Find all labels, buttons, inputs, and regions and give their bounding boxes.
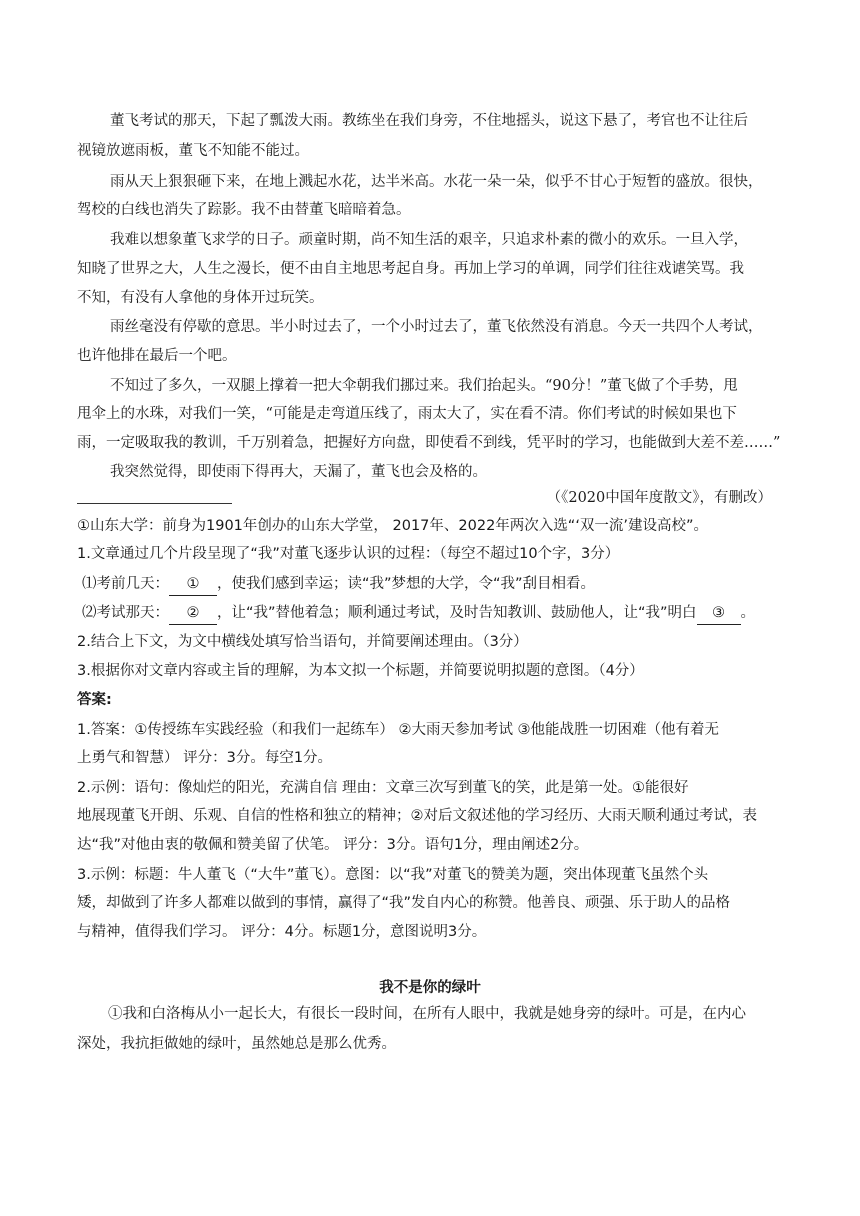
passage-line: 雨从天上狠狠砸下来，在地上溅起水花，达半米高。水花一朵一朵，似乎不甘心于短暂的盛放。很快，	[110, 174, 763, 190]
passage-line: 董飞考试的那天，下起了瓢泼大雨。教练坐在我们身旁，不住地摇头，说这下悬了，考官也不让往后	[110, 113, 748, 129]
passage-line: 深处，我抗拒做她的绿叶，虽然她总是那么优秀。	[77, 1036, 396, 1052]
answer-3-line: 矮，却做到了许多人都难以做到的事情，赢得了“我”发自内心的称赞。他善良、顽强、乐于助人的品格	[77, 895, 731, 911]
question-1: 1.文章通过几个片段呈现了“我”对董飞逐步认识的过程：（每空不超过10个字，3分）	[77, 546, 620, 562]
passage-line: 不知过了多久，一双腿上撑着一把大伞朝我们挪过来。我们抬起头。“90分！”董飞做了个手势，甩	[110, 378, 738, 394]
answer-heading: 答案:	[77, 692, 112, 708]
source-citation: （《2020中国年度散文》，有删改）	[546, 490, 772, 506]
answer-3-line: 与精神，值得我们学习。 评分：4分。标题1分，意图说明3分。	[77, 924, 487, 940]
answer-2-line: 2.示例：语句：像灿烂的阳光，充满自信 理由：文章三次写到董飞的笑，此是第一处。①能很好	[77, 780, 689, 796]
passage-title: 我不是你的绿叶	[379, 980, 481, 996]
q1b-suffix: 。	[740, 605, 756, 621]
q1a-prefix: ⑴考前几天：	[82, 576, 169, 592]
answer-1-line: 1.答案：①传授练车实践经验（和我们一起练车） ②大雨天参加考试 ③他能战胜一切困难（他有着无	[77, 722, 720, 738]
q1b-middle: ，让“我”替他着急；顺利通过考试，及时告知教训、鼓励他人，让“我”明白	[217, 605, 697, 621]
passage-line: 也许他排在最后一个吧。	[77, 348, 237, 364]
passage-line: 视镜放遮雨板，董飞不知能不能过。	[77, 143, 309, 159]
blank-3: ③	[697, 602, 741, 625]
passage-line: 驾校的白线也消失了踪影。我不由替董飞暗暗着急。	[77, 202, 411, 218]
blank-1: ①	[169, 573, 217, 596]
passage-line: 我突然觉得，即使雨下得再大，天漏了，董飞也会及格的。	[110, 464, 487, 480]
question-3: 3.根据你对文章内容或主旨的理解，为本文拟一个标题，并简要说明拟题的意图。（4分）	[77, 663, 644, 679]
footnote-divider	[77, 503, 232, 504]
answer-2-line: 地展现董飞开朗、乐观、自信的性格和独立的精神；②对后文叙述他的学习经历、大雨天顺利通过考试，表	[77, 808, 757, 824]
q1b-prefix: ⑵考试那天：	[82, 605, 169, 621]
passage-line: 雨，一定吸取我的教训，千万别着急，把握好方向盘，即使看不到线，凭平时的学习，也能做到大差不差……”	[77, 435, 781, 451]
answer-1-line: 上勇气和智慧） 评分：3分。每空1分。	[77, 750, 333, 766]
passage-line: 雨丝毫没有停歇的意思。半小时过去了，一个小时过去了，董飞依然没有消息。今天一共四个人考试，	[110, 319, 763, 335]
question-1-part-1	[82, 573, 595, 596]
passage-line: 我难以想象董飞求学的日子。顽童时期，尚不知生活的艰辛，只追求朴素的微小的欢乐。一旦入学，	[110, 232, 748, 248]
passage-line: 知晓了世界之大，人生之漫长，便不由自主地思考起自身。再加上学习的单调，同学们往往戏谑笑骂。我	[77, 261, 744, 277]
answer-3-line: 3.示例：标题：牛人董飞（“大牛”董飞）。意图：以“我”对董飞的赞美为题，突出体现董飞虽然个头	[77, 867, 709, 883]
question-2: 2.结合上下文，为文中横线处填写恰当语句，并简要阐述理由。（3分）	[77, 634, 528, 650]
passage-line: 不知，有没有人拿他的身体开过玩笑。	[77, 290, 324, 306]
question-1-part-2	[82, 602, 755, 625]
passage-line: ①我和白洛梅从小一起长大，有很长一段时间，在所有人眼中，我就是她身旁的绿叶。可是，在内心	[108, 1006, 746, 1022]
blank-2: ②	[169, 602, 217, 625]
answer-2-line: 达“我”对他由衷的敬佩和赞美留了伏笔。 评分：3分。语句1分，理由阐述2分。	[77, 837, 589, 853]
q1a-suffix: ，使我们感到幸运；读“我”梦想的大学，令“我”刮目相看。	[217, 576, 596, 592]
passage-line: 甩伞上的水珠，对我们一笑，“可能是走弯道压线了，雨太大了，实在看不清。你们考试的时候如果也下	[77, 406, 737, 422]
footnote: ①山东大学：前身为1901年创办的山东大学堂， 2017年、2022年两次入选“‘双一流’建设高校”。	[77, 518, 709, 534]
